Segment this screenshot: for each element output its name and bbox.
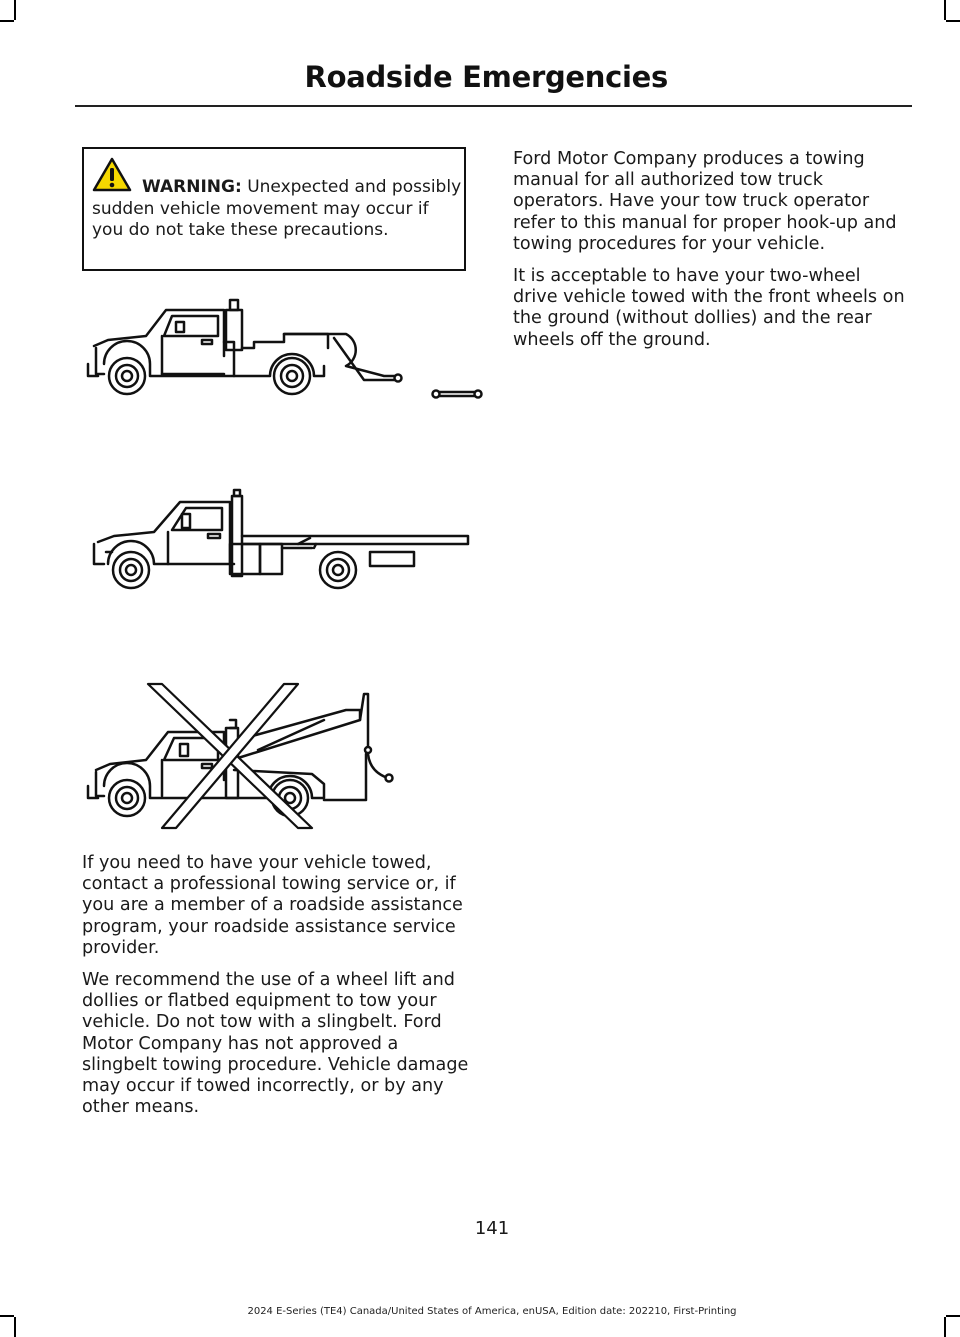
right-column-text bbox=[513, 149, 905, 362]
crop-mark bbox=[944, 1317, 946, 1337]
crop-mark bbox=[14, 0, 16, 20]
crop-mark bbox=[0, 20, 14, 22]
page-number: 141 bbox=[474, 1218, 510, 1239]
paragraph: It is acceptable to have your two-wheel drive vehicle towed with the front wheels on the ground (without dollies) and the rear wheels off the ground. bbox=[513, 266, 905, 350]
warning-label: WARNING: bbox=[142, 177, 242, 197]
slingbelt-tow-truck-crossed-icon bbox=[84, 680, 404, 830]
paragraph: If you need to have your vehicle towed, contact a professional towing service or, if you are a member of a roadside assistance program, your roadside assistance service provider. bbox=[82, 853, 463, 958]
warning-text bbox=[92, 177, 464, 242]
left-column-text bbox=[82, 853, 476, 1129]
crop-mark bbox=[946, 20, 960, 22]
page-title: Roadside Emergencies bbox=[304, 60, 668, 94]
flatbed-tow-truck-icon bbox=[84, 486, 474, 596]
warning-body: Unexpected and possibly sudden vehicle movement may occur if you do not take these precautions. bbox=[92, 177, 462, 240]
wheel-lift-tow-truck-icon bbox=[84, 296, 484, 406]
crop-mark bbox=[944, 0, 946, 20]
warning-box bbox=[82, 147, 466, 271]
crop-mark bbox=[14, 1317, 16, 1337]
footer-edition-text: 2024 E-Series (TE4) Canada/United States of America, enUSA, Edition date: 202210, First-Printing bbox=[247, 1306, 737, 1317]
header-divider bbox=[75, 105, 912, 107]
paragraph: We recommend the use of a wheel lift and dollies or flatbed equipment to tow your vehicle. Do not tow with a slingbelt. Ford Motor Company has not approved a slingbelt towing procedure. Vehicle damage may occur if towed incorrectly, or by any other means. bbox=[82, 970, 469, 1118]
paragraph: Ford Motor Company produces a towing manual for all authorized tow truck operators. Have your tow truck operator refer to this manual for proper hook-up and towing procedures for your vehicle. bbox=[513, 149, 897, 254]
